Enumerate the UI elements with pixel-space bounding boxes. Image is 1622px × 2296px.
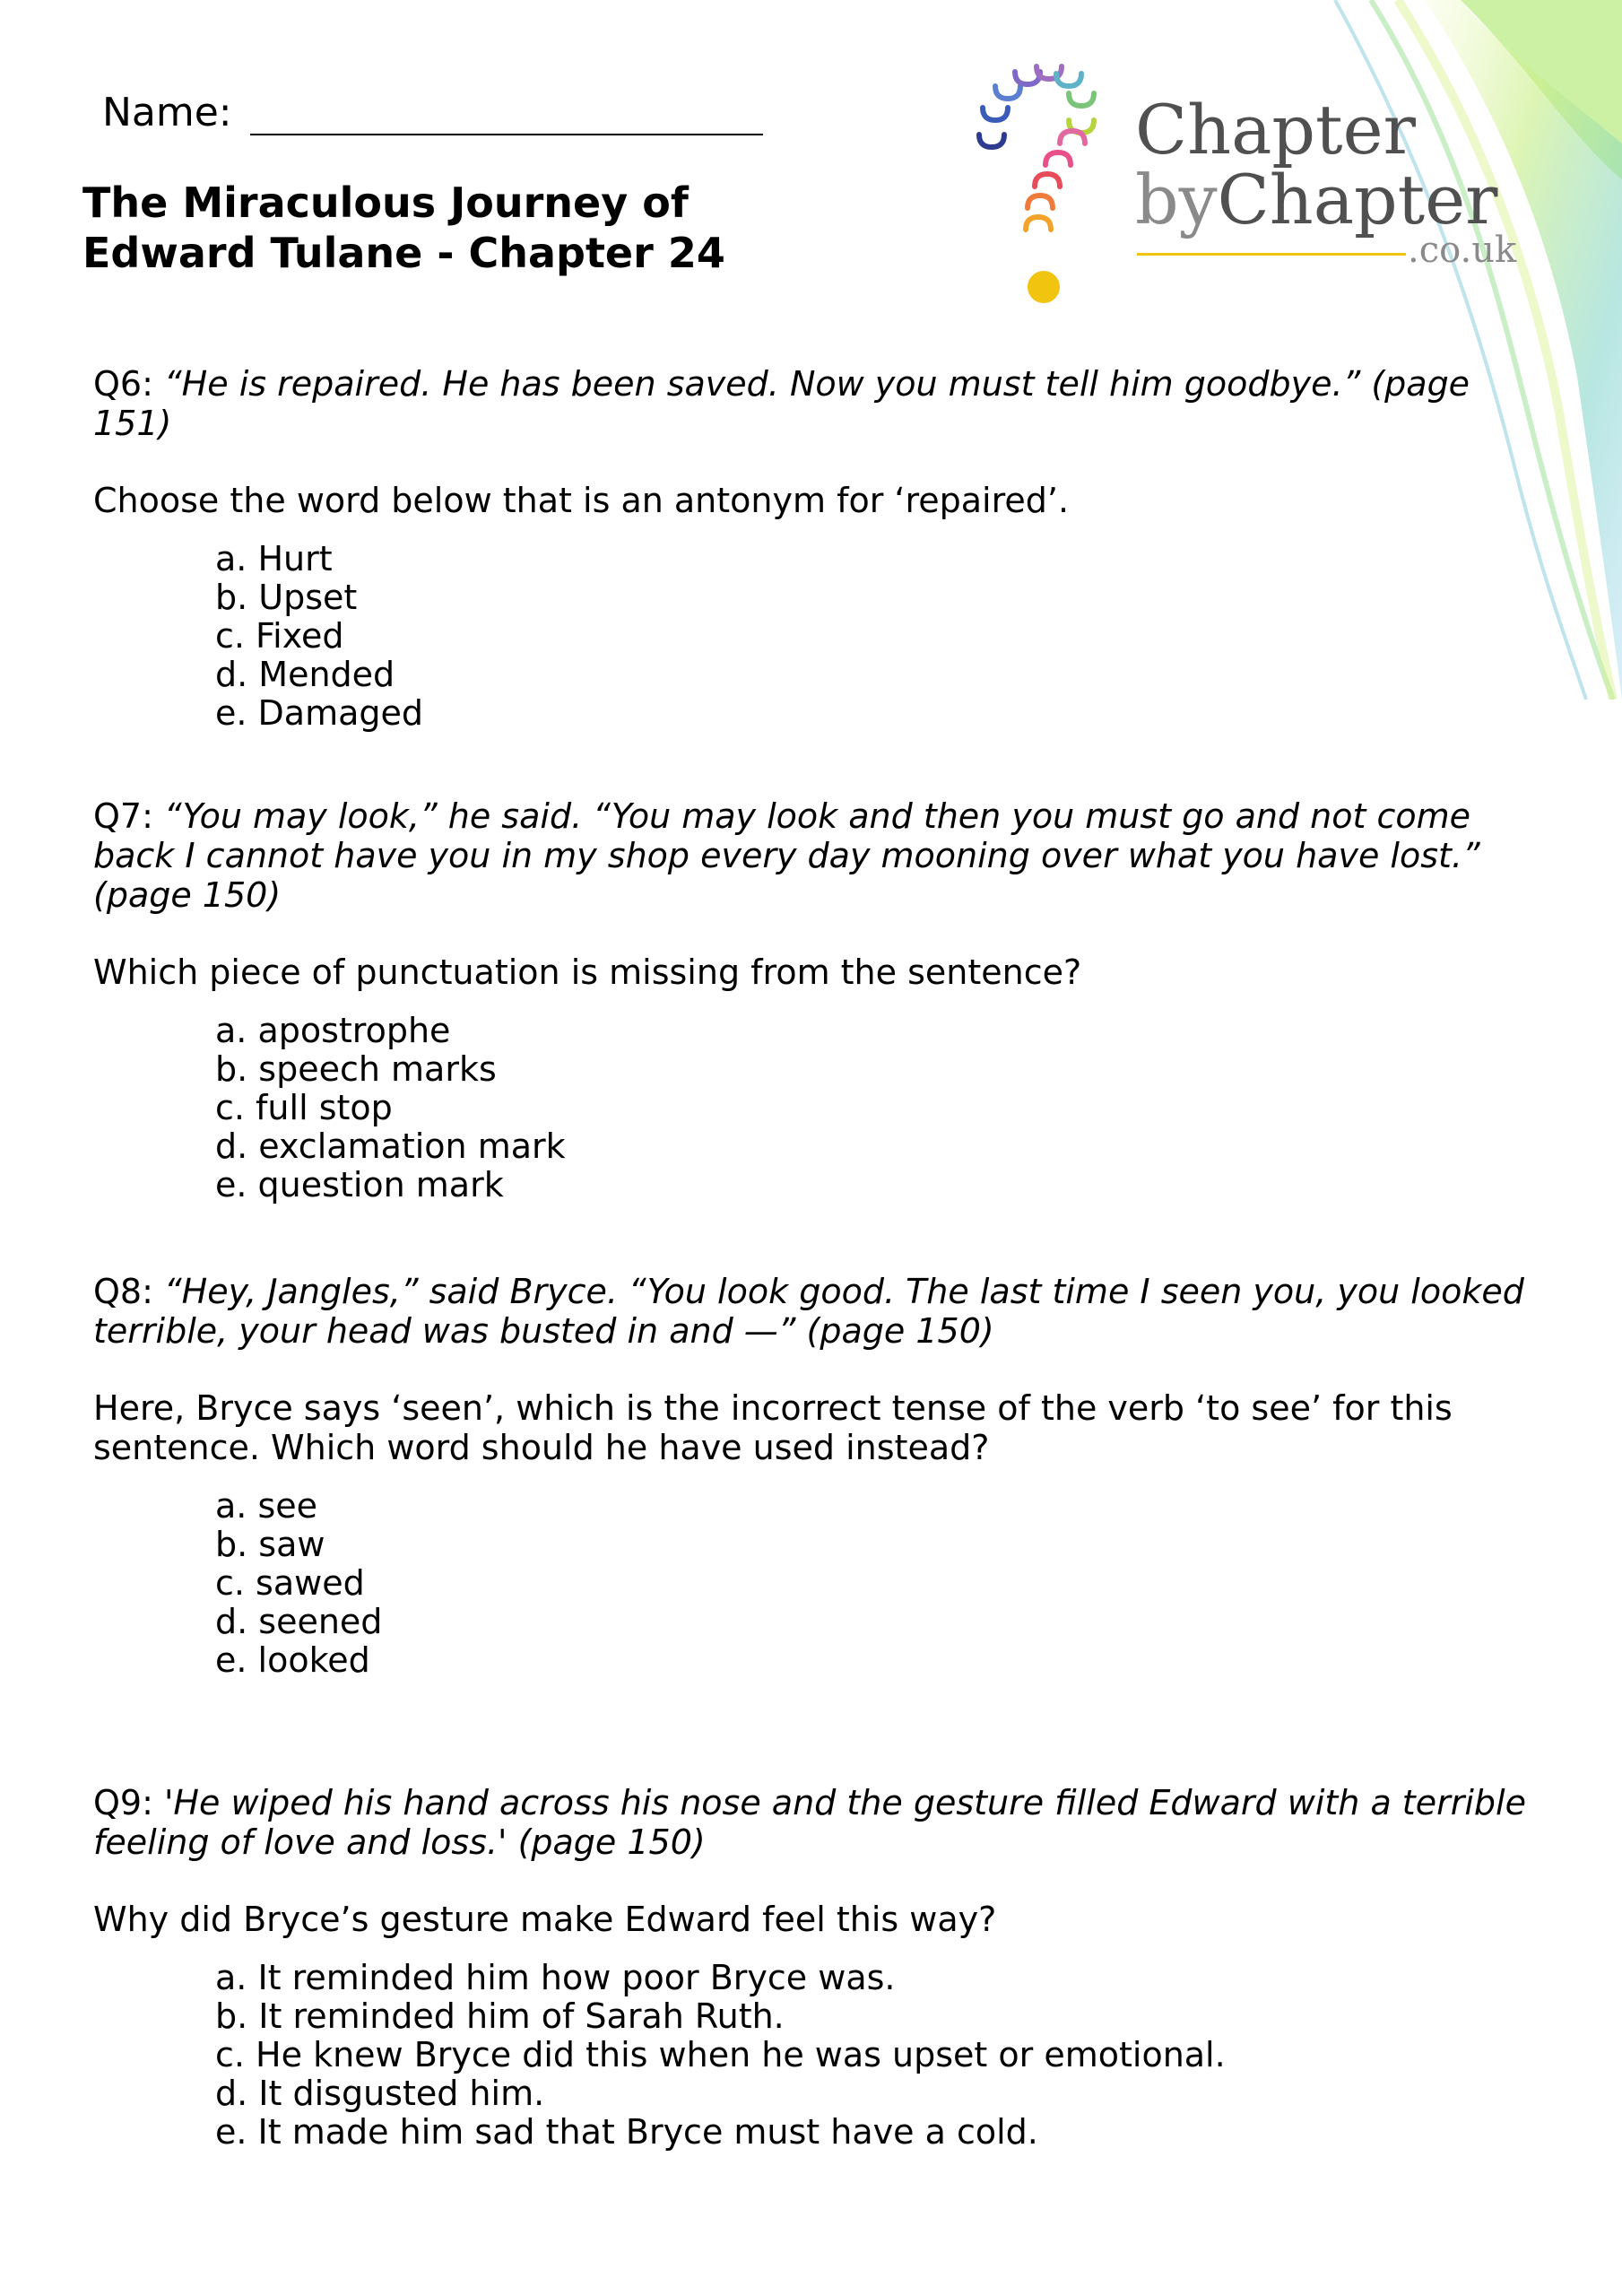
logo-word-by: by xyxy=(1135,160,1218,239)
logo-underline xyxy=(1137,253,1406,256)
logo-word-chapter: Chapter xyxy=(1135,90,1416,170)
answer-options xyxy=(215,1959,1528,2152)
answer-option[interactable]: a. Hurt xyxy=(215,539,333,578)
question-quote: “He is repaired. He has been saved. Now you must tell him goodbye.” (page 151) xyxy=(93,364,1470,443)
question-number: Q6: xyxy=(93,364,153,404)
answer-option[interactable]: c. sawed xyxy=(215,1563,365,1603)
question-stem xyxy=(93,796,1528,915)
question-quote: 'He wiped his hand across his nose and the gesture filled Edward with a terrible feeling of love and loss.' (page 150) xyxy=(93,1783,1526,1862)
question-stem xyxy=(93,1272,1528,1351)
question-prompt: Which piece of punctuation is missing from the sentence? xyxy=(93,952,1082,992)
question-6 xyxy=(93,364,1528,733)
question-mark-books-icon xyxy=(959,54,1112,314)
question-8 xyxy=(93,1272,1528,1680)
answer-option[interactable]: d. seened xyxy=(215,1602,383,1641)
answer-option[interactable]: c. He knew Bryce did this when he was upset or emotional. xyxy=(215,2035,1226,2074)
logo-wordmark xyxy=(1135,90,1498,239)
answer-option[interactable]: d. It disgusted him. xyxy=(215,2074,545,2113)
answer-option[interactable]: b. Upset xyxy=(215,578,358,617)
question-9 xyxy=(93,1783,1528,2152)
title-line-1: The Miraculous Journey of xyxy=(82,178,689,227)
question-number: Q7: xyxy=(93,796,153,836)
logo-word-bychapter xyxy=(1135,160,1498,239)
question-7 xyxy=(93,796,1528,1205)
question-stem xyxy=(93,1783,1528,1862)
answer-option[interactable]: e. Damaged xyxy=(215,693,424,733)
question-number: Q9: xyxy=(93,1783,153,1822)
answer-option[interactable]: a. It reminded him how poor Bryce was. xyxy=(215,1958,896,1997)
logo-domain-suffix: .co.uk xyxy=(1408,230,1517,271)
question-prompt: Why did Bryce’s gesture make Edward feel this way? xyxy=(93,1900,997,1939)
answer-option[interactable]: a. see xyxy=(215,1486,317,1526)
answer-option[interactable]: a. apostrophe xyxy=(215,1011,451,1050)
question-stem xyxy=(93,364,1528,443)
name-label: Name: xyxy=(102,90,232,135)
question-quote: “You may look,” he said. “You may look and then you must go and not come back I cannot have you in my shop every day mooning over what you have lost.” (page 150) xyxy=(93,796,1480,915)
answer-option[interactable]: b. speech marks xyxy=(215,1049,497,1089)
answer-option[interactable]: c. full stop xyxy=(215,1088,393,1127)
answer-options xyxy=(215,540,1528,733)
answer-option[interactable]: c. Fixed xyxy=(215,616,344,656)
title-line-2: Edward Tulane - Chapter 24 xyxy=(82,229,725,277)
logo-word-chapter-2: Chapter xyxy=(1217,160,1498,239)
name-blank-line[interactable] xyxy=(250,92,763,135)
name-field xyxy=(102,90,763,135)
answer-option[interactable]: e. looked xyxy=(215,1640,370,1680)
question-quote: “Hey, Jangles,” said Bryce. “You look good. The last time I seen you, you looked terrible, your head was busted in and —” (page 150) xyxy=(93,1272,1524,1351)
answer-option[interactable]: b. It reminded him of Sarah Ruth. xyxy=(215,1996,785,2036)
answer-option[interactable]: e. It made him sad that Bryce must have a cold. xyxy=(215,2112,1038,2152)
answer-option[interactable]: d. exclamation mark xyxy=(215,1126,566,1166)
question-prompt: Here, Bryce says ‘seen’, which is the incorrect tense of the verb ‘to see’ for this sentence. Which word should he have used instead? xyxy=(93,1388,1453,1467)
chapter-by-chapter-logo xyxy=(959,54,1569,314)
answer-option[interactable]: e. question mark xyxy=(215,1165,504,1205)
question-prompt: Choose the word below that is an antonym for ‘repaired’. xyxy=(93,481,1070,520)
worksheet-title xyxy=(82,178,725,278)
answer-options xyxy=(215,1487,1528,1680)
answer-option[interactable]: d. Mended xyxy=(215,655,395,694)
question-number: Q8: xyxy=(93,1272,153,1311)
answer-options xyxy=(215,1012,1528,1205)
answer-option[interactable]: b. saw xyxy=(215,1525,325,1564)
